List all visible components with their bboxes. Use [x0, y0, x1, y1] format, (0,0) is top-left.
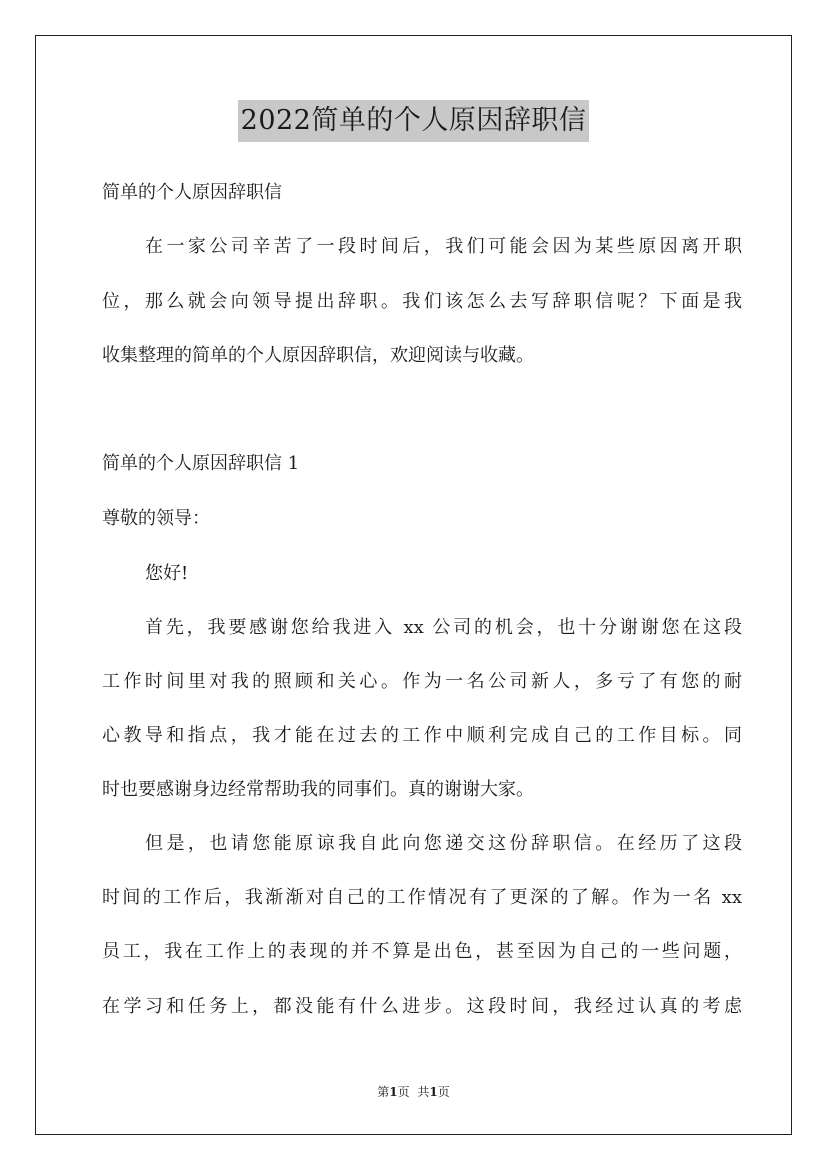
total-prefix: 共 — [417, 1085, 430, 1099]
page-current: 1 — [389, 1085, 398, 1099]
page-footer — [0, 1083, 827, 1101]
letter-heading: 简单的个人原因辞职信 1 — [102, 453, 300, 474]
paragraph-line: 时间的工作后，我渐渐对自己的工作情况有了更深的了解。作为一名 xx — [102, 887, 742, 908]
paragraph-line: 心教导和指点，我才能在过去的工作中顺利完成自己的工作目标。同 — [102, 725, 742, 746]
total-suffix: 页 — [437, 1085, 450, 1099]
paragraph-line: 在一家公司辛苦了一段时间后，我们可能会因为某些原因离开职 — [145, 236, 742, 257]
paragraph-line: 但是，也请您能原谅我自此向您递交这份辞职信。在经历了这段 — [145, 833, 742, 854]
paragraph-line: 时也要感谢身边经常帮助我的同事们。真的谢谢大家。 — [102, 779, 534, 800]
page-suffix: 页 — [397, 1085, 410, 1099]
section-heading: 简单的个人原因辞职信 — [102, 182, 282, 203]
paragraph-line: 收集整理的简单的个人原因辞职信，欢迎阅读与收藏。 — [102, 345, 534, 366]
page-total: 1 — [429, 1085, 438, 1099]
page-prefix: 第 — [377, 1085, 390, 1099]
paragraph-line: 工作时间里对我的照顾和关心。作为一名公司新人，多亏了有您的耐 — [102, 671, 742, 692]
paragraph-line: 首先，我要感谢您给我进入 xx 公司的机会，也十分谢谢您在这段 — [145, 617, 742, 638]
paragraph-line: 员工，我在工作上的表现的并不算是出色，甚至因为自己的一些问题， — [102, 941, 742, 962]
salutation: 尊敬的领导： — [102, 508, 210, 529]
title-wrap — [0, 100, 827, 142]
greeting: 您好! — [145, 563, 189, 584]
paragraph-line: 在学习和任务上，都没能有什么进步。这段时间，我经过认真的考虑 — [102, 996, 742, 1017]
paragraph-line: 位，那么就会向领导提出辞职。我们该怎么去写辞职信呢？下面是我 — [102, 291, 742, 312]
document-title: 2022简单的个人原因辞职信 — [238, 100, 590, 142]
